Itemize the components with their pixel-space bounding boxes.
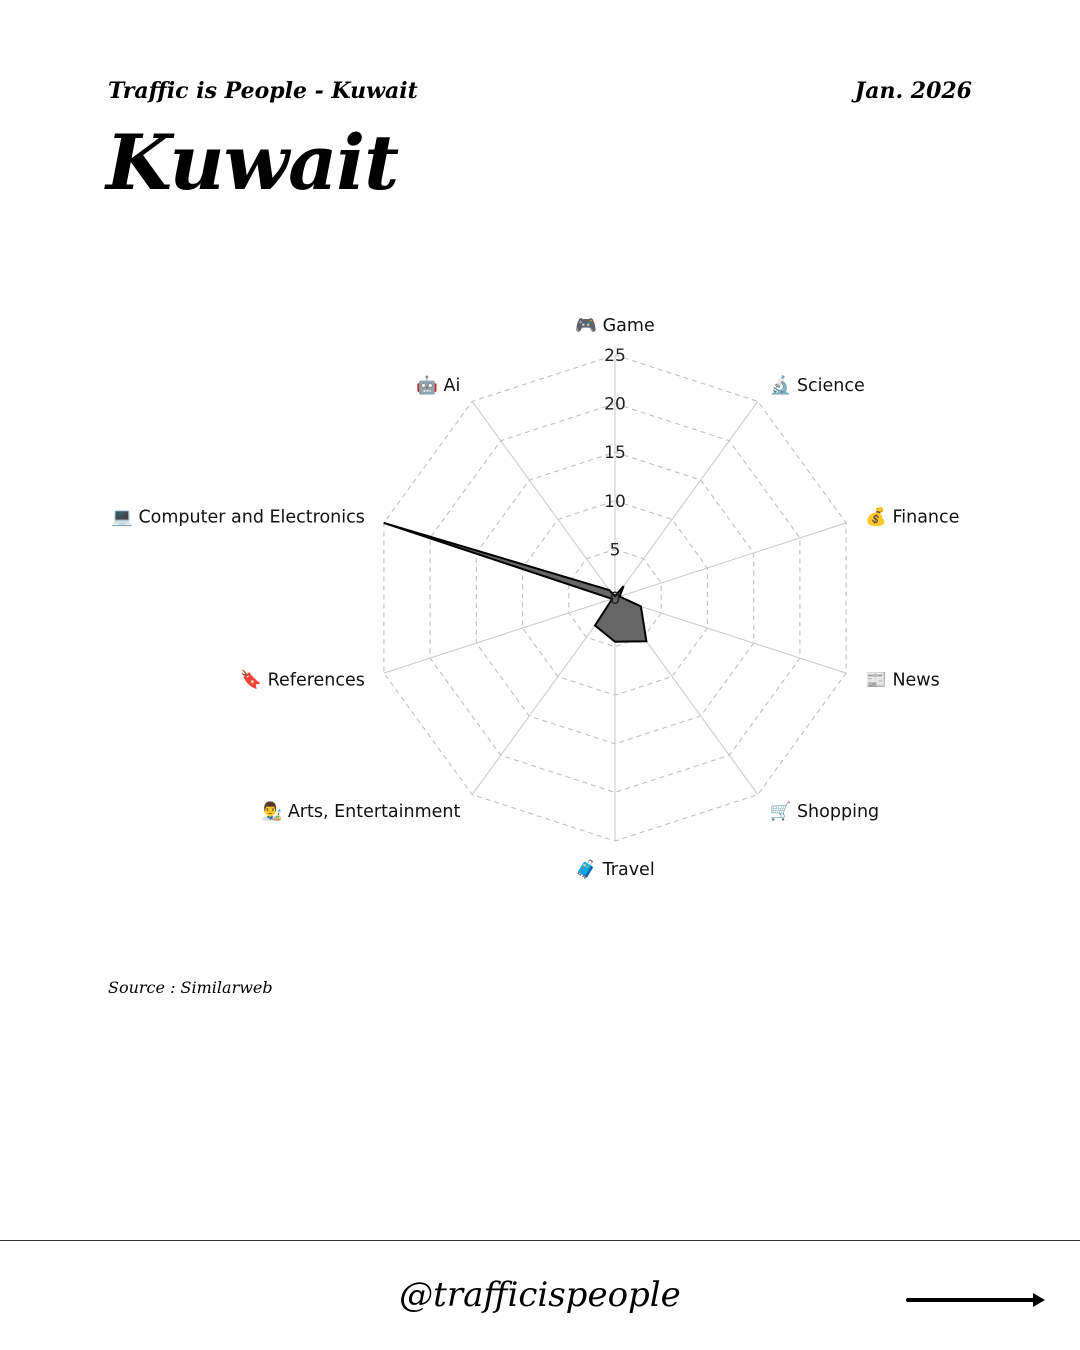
report-date: Jan. 2026 bbox=[854, 78, 972, 104]
category-label bbox=[416, 375, 460, 396]
category-label bbox=[575, 316, 654, 336]
shopping-cart-icon: 🛒 bbox=[769, 801, 797, 822]
luggage-icon: 🧳 bbox=[575, 860, 603, 880]
data-area bbox=[384, 523, 647, 642]
category-label bbox=[865, 670, 940, 690]
category-label bbox=[770, 801, 880, 822]
r-tick-label: 10 bbox=[604, 491, 626, 512]
category-label-text: Science bbox=[796, 376, 865, 397]
money-bag-icon: 💰 bbox=[865, 507, 893, 528]
robot-icon: 🤖 bbox=[416, 376, 444, 397]
series-title: Traffic is People - Kuwait bbox=[108, 78, 418, 104]
data-point bbox=[640, 606, 641, 607]
category-label-text: Shopping bbox=[796, 801, 880, 822]
data-point bbox=[646, 641, 647, 642]
source-note: Source : Similarweb bbox=[108, 978, 273, 997]
category-label-text: References bbox=[267, 670, 365, 691]
axis-spoke bbox=[384, 598, 615, 673]
data-point bbox=[615, 641, 616, 642]
category-label bbox=[111, 508, 365, 528]
r-tick-label: 15 bbox=[604, 443, 626, 464]
category-label-text: News bbox=[892, 670, 940, 691]
category-label bbox=[240, 669, 365, 690]
r-tick-label: 20 bbox=[604, 394, 626, 415]
axis-spoke bbox=[615, 401, 758, 598]
category-label-text: Game bbox=[602, 316, 655, 336]
axis-spoke bbox=[615, 523, 846, 598]
bookmark-icon: 🔖 bbox=[240, 670, 268, 691]
arrow-right-icon[interactable] bbox=[905, 1288, 1050, 1312]
category-label-text: Travel bbox=[602, 860, 655, 880]
category-label bbox=[260, 801, 460, 822]
footer-divider bbox=[0, 1240, 1080, 1241]
laptop-icon: 💻 bbox=[111, 507, 139, 528]
newspaper-icon: 📰 bbox=[865, 670, 893, 691]
data-point bbox=[383, 522, 384, 523]
axis-spoke bbox=[615, 598, 846, 673]
page-title: Kuwait bbox=[106, 118, 399, 207]
artist-icon: 👨‍🎨 bbox=[260, 801, 288, 822]
category-label-text: Computer and Electronics bbox=[138, 507, 365, 528]
footer-handle: @trafficispeople bbox=[399, 1275, 681, 1315]
category-label bbox=[865, 507, 959, 528]
microscope-icon: 🔬 bbox=[769, 376, 797, 397]
category-label bbox=[575, 859, 654, 880]
category-label-text: Finance bbox=[892, 507, 960, 528]
r-tick-label: 25 bbox=[604, 346, 626, 366]
r-tick-label: 5 bbox=[609, 540, 621, 561]
axis-spoke bbox=[472, 401, 615, 598]
axis-spoke bbox=[472, 598, 615, 795]
category-label-text: Ai bbox=[443, 376, 461, 397]
category-label-text: Arts, Entertainment bbox=[287, 801, 461, 822]
data-point bbox=[623, 586, 624, 587]
game-controller-icon: 🎮 bbox=[575, 316, 603, 336]
category-label bbox=[770, 374, 865, 396]
r-tick-label: 0 bbox=[609, 589, 621, 609]
data-point bbox=[595, 625, 596, 626]
